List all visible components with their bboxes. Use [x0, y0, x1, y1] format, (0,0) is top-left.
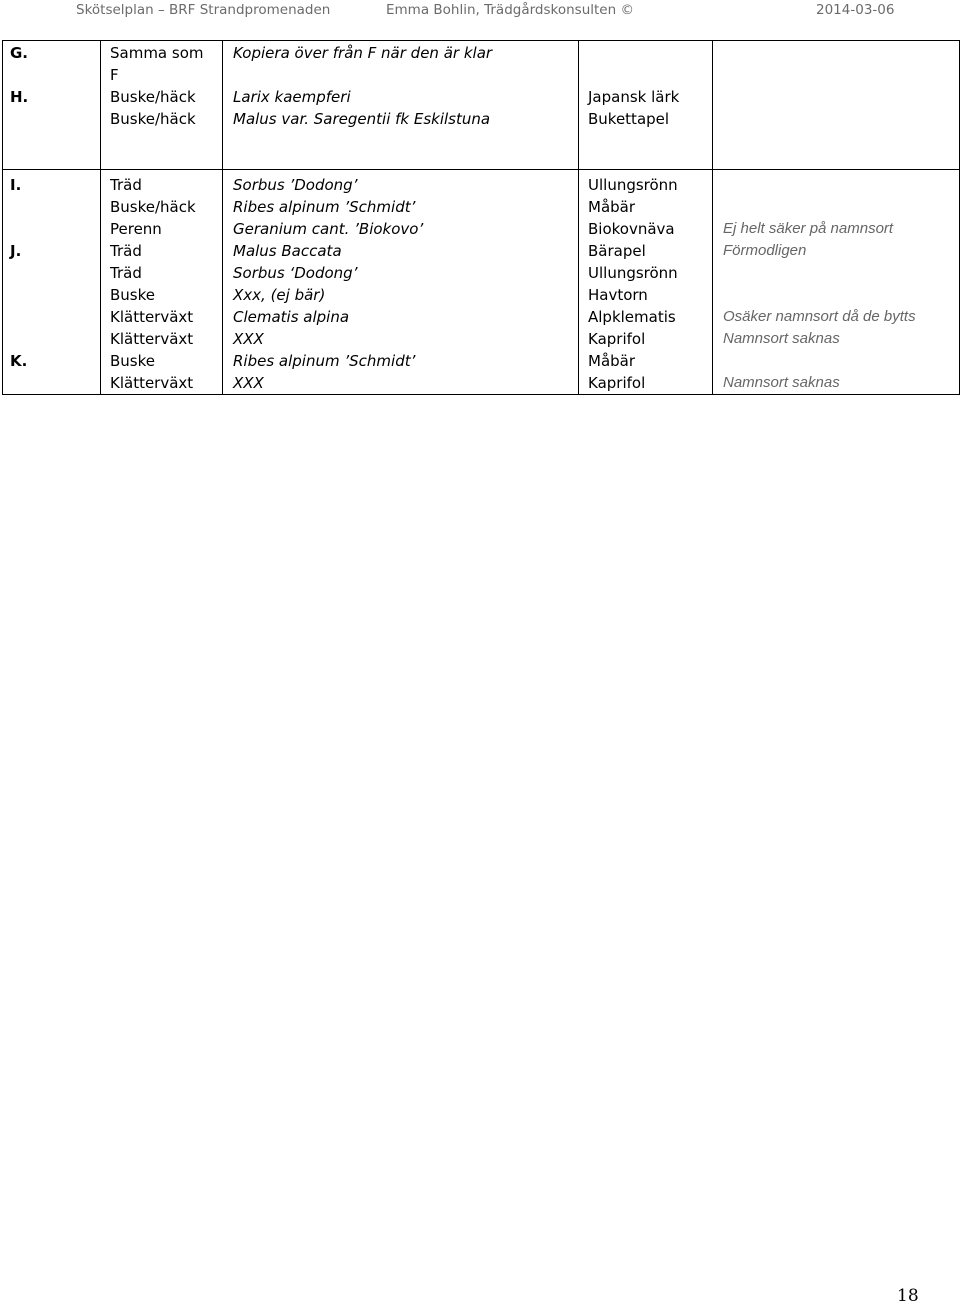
- latin-name: Sorbus ’Dodong’: [233, 176, 358, 194]
- note: Osäker namnsort då de bytts: [723, 308, 916, 325]
- latin-name: Malus Baccata: [233, 242, 342, 260]
- latin-name: Xxx, (ej bär): [233, 286, 326, 304]
- note: Namnsort saknas: [723, 330, 840, 347]
- swedish-name: Japansk lärk: [588, 88, 680, 106]
- plant-type: Buske: [110, 286, 155, 304]
- plant-type: Perenn: [110, 220, 162, 238]
- row-i-letter: I.: [10, 176, 22, 194]
- latin-name: Larix kaempferi: [233, 88, 351, 106]
- row-j-letter: J.: [10, 242, 22, 260]
- row-k-letter: K.: [10, 352, 28, 370]
- row-h-latin-cell: [233, 86, 490, 130]
- page-header: [0, 0, 960, 22]
- row-i-latin-cell: [233, 174, 423, 240]
- row-j-type-cell: [110, 240, 193, 350]
- row-i-notes-cell: [723, 174, 893, 240]
- row-h-type-cell: [110, 86, 196, 130]
- note: Förmodligen: [723, 242, 807, 259]
- row-j-notes-cell: [723, 240, 916, 350]
- swedish-name: Kaprifol: [588, 330, 646, 348]
- row-k-type-cell: [110, 350, 193, 394]
- row-h-letter: H.: [10, 88, 29, 106]
- swedish-name: Bärapel: [588, 242, 646, 260]
- row-g-letter: G.: [10, 44, 29, 62]
- latin-name: XXX: [233, 374, 264, 392]
- note: [723, 262, 916, 284]
- row-h-swedish-cell: [588, 86, 679, 130]
- note: [723, 350, 840, 372]
- plant-type: Träd: [110, 176, 142, 194]
- plant-type: Klätterväxt: [110, 330, 194, 348]
- page-number: 18: [897, 1286, 919, 1306]
- swedish-name: Alpklematis: [588, 308, 676, 326]
- row-k-swedish-cell: [588, 350, 645, 394]
- plant-type: Träd: [110, 242, 142, 260]
- latin-name: XXX: [233, 330, 264, 348]
- note: [723, 284, 916, 306]
- latin-name: Malus var. Saregentii fk Eskilstuna: [233, 110, 491, 128]
- latin-name: Ribes alpinum ’Schmidt’: [233, 352, 416, 370]
- swedish-name: Måbär: [588, 352, 636, 370]
- row-j-swedish-cell: [588, 240, 678, 350]
- plant-type: Buske/häck: [110, 88, 196, 106]
- latin-name: Sorbus ‘Dodong’: [233, 264, 358, 282]
- plant-type: Buske/häck: [110, 198, 196, 216]
- row-i-type-cell: [110, 174, 196, 240]
- note: [723, 196, 893, 218]
- plant-type: Buske/häck: [110, 110, 196, 128]
- header-document-title: Skötselplan – BRF Strandpromenaden: [76, 2, 331, 18]
- note: Namnsort saknas: [723, 374, 840, 391]
- plant-type: Träd: [110, 264, 142, 282]
- note: Ej helt säker på namnsort: [723, 220, 894, 237]
- row-i-swedish-cell: [588, 174, 678, 240]
- latin-name: Clematis alpina: [233, 308, 350, 326]
- swedish-name: Biokovnäva: [588, 220, 675, 238]
- header-author: Emma Bohlin, Trädgårdskonsulten ©: [386, 2, 634, 18]
- row-g-type-cell: [110, 42, 204, 86]
- plant-type: Klätterväxt: [110, 374, 194, 392]
- swedish-name: Måbär: [588, 198, 636, 216]
- plant-type: Klätterväxt: [110, 308, 194, 326]
- latin-name: Kopiera över från F när den är klar: [233, 44, 493, 62]
- plant-type: Samma som: [110, 44, 204, 62]
- row-k-notes-cell: [723, 350, 840, 394]
- latin-name: Geranium cant. ’Biokovo’: [233, 220, 424, 238]
- row-k-latin-cell: [233, 350, 415, 394]
- swedish-name: Kaprifol: [588, 374, 646, 392]
- swedish-name: Bukettapel: [588, 110, 670, 128]
- latin-name: Ribes alpinum ’Schmidt’: [233, 198, 416, 216]
- row-j-latin-cell: [233, 240, 357, 350]
- swedish-name: Havtorn: [588, 286, 648, 304]
- row-g-latin-cell: [233, 42, 492, 64]
- header-date: 2014-03-06: [816, 2, 895, 18]
- plant-type: Buske: [110, 352, 155, 370]
- plant-type: F: [110, 66, 119, 84]
- swedish-name: Ullungsrönn: [588, 264, 678, 282]
- swedish-name: Ullungsrönn: [588, 176, 678, 194]
- note: [723, 174, 893, 196]
